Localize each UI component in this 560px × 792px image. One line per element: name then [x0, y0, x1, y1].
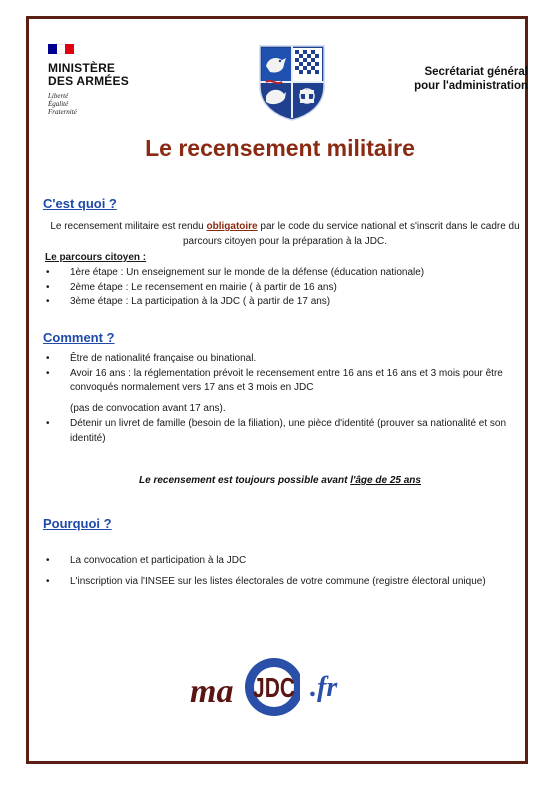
intro-text-end: par le code du service national et s'inscrit dans le cadre du parcours citoyen pour la préparation à la JDC. [183, 221, 520, 247]
list-item: • L'inscription via l'INSEE sur les listes électorales de votre commune (registre électoral unique) [70, 575, 528, 590]
list-item: • 2ème étape : Le recensement en mairie ( à partir de 16 ans) [70, 281, 530, 296]
intro-emphasis-obligatoire: obligatoire [206, 221, 258, 232]
majdc-logo [188, 656, 364, 718]
pourquoi-list [70, 554, 528, 589]
age-limit-note-underlined: l'âge de 25 ans [350, 475, 421, 486]
list-item: • Être de nationalité française ou binational. [70, 352, 528, 367]
logo-ma: ma [190, 673, 234, 710]
section-heading-pourquoi: Pourquoi ? [43, 516, 112, 531]
section-heading-quoi: C'est quoi ? [43, 196, 117, 211]
logo-fr: .fr [310, 672, 338, 703]
sga-line-1: Secrétariat général [424, 66, 528, 78]
comment-list [70, 352, 528, 396]
comment-list-continuation: (pas de convocation avant 17 ans). [70, 403, 226, 414]
motto-fraternite: Fraternité [48, 108, 77, 116]
motto-liberte: Liberté [48, 92, 69, 100]
parcours-heading-text: Le parcours citoyen [45, 252, 141, 263]
comment-list-2 [70, 417, 526, 446]
list-item: • La convocation et participation à la JDC [70, 554, 528, 569]
republic-motto [48, 92, 77, 116]
list-item: • 3ème étape : La participation à la JDC ( à partir de 17 ans) [70, 295, 530, 310]
sga-line-2: pour l'administration [414, 80, 528, 92]
age-limit-note-text: Le recensement est toujours possible avant [139, 475, 351, 486]
ministry-line-2: DES ARMÉES [48, 74, 129, 88]
ministry-line-1: MINISTÈRE [48, 61, 116, 75]
parcours-heading-suffix: : [140, 252, 147, 263]
section-heading-comment: Comment ? [43, 330, 115, 345]
motto-egalite: Égalité [48, 100, 69, 108]
age-limit-note [0, 475, 560, 486]
list-item: • Détenir un livret de famille (besoin de la filiation), une pièce d'identité (prouver sa nationalité et son identité) [70, 417, 526, 446]
parcours-steps-list [70, 266, 530, 310]
sga-name [368, 65, 528, 93]
document-header [48, 40, 538, 130]
logo-jdc: JDC [253, 673, 296, 704]
list-item: • 1ère étape : Un enseignement sur le monde de la défense (éducation nationale) [70, 266, 530, 281]
list-item: • Avoir 16 ans : la réglementation prévoit le recensement entre 16 ans et 16 ans et 3 mois pour être convoqués normalement vers 17 ans et 3 mois en JDC [70, 367, 528, 396]
page-title: Le recensement militaire [145, 135, 415, 161]
sga-coat-of-arms-icon [254, 40, 330, 122]
intro-paragraph [46, 220, 524, 249]
intro-text-start: Le recensement militaire est rendu [50, 221, 207, 232]
french-flag-icon [48, 44, 74, 54]
ministry-name [48, 62, 129, 88]
parcours-heading [45, 252, 146, 263]
